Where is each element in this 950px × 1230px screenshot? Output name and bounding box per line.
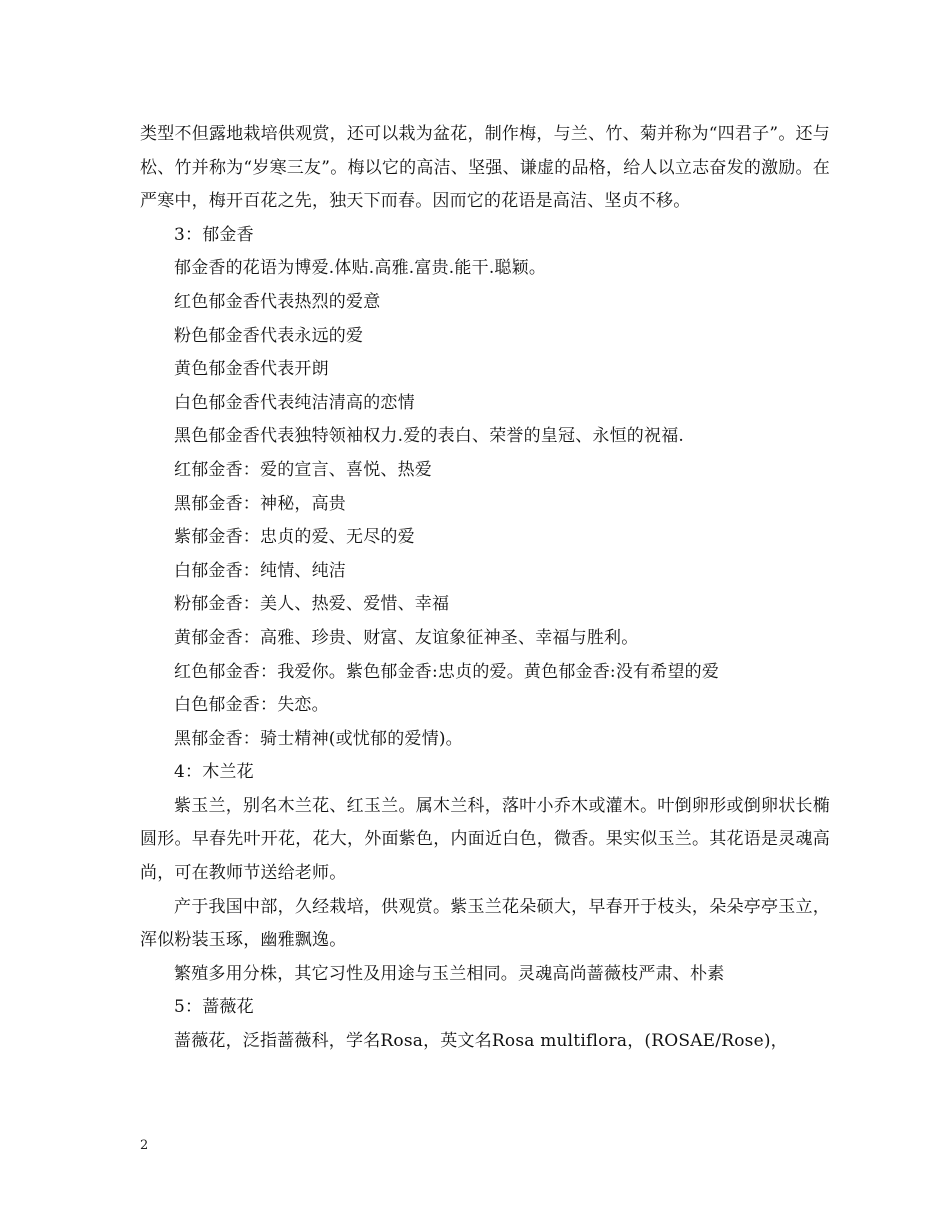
section-heading: 4：木兰花 [174, 762, 254, 783]
section-heading: 3：郁金香 [174, 224, 254, 245]
section-heading: 5：蔷薇花 [174, 997, 254, 1018]
page-number: 2 [140, 1138, 149, 1153]
paragraph: 类型不但露地栽培供观赏，还可以栽为盆花，制作梅，与兰、竹、菊并称为“四君子”。还与松、竹并称为“岁寒三友”。梅以它的高洁、坚强、谦虚的品格，给人以立志奋发的激励。在严寒中，梅开百花之先，独天下而春。因而它的花语是高洁、坚贞不移。 [140, 124, 830, 212]
paragraph: 繁殖多用分株，其它习性及用途与玉兰相同。灵魂高尚蔷薇枝严肃、朴素 [174, 963, 725, 984]
paragraph: 白色郁金香：失恋。 [174, 695, 329, 716]
paragraph: 红郁金香：爱的宣言、喜悦、热爱 [174, 459, 432, 480]
paragraph: 粉郁金香：美人、热爱、爱惜、幸福 [174, 594, 450, 615]
paragraph: 紫郁金香：忠贞的爱、无尽的爱 [174, 527, 415, 548]
paragraph: 产于我国中部，久经栽培，供观赏。紫玉兰花朵硕大，早春开于枝头，朵朵亭亭玉立，浑似粉装玉琢，幽雅飘逸。 [140, 896, 830, 951]
paragraph: 白郁金香：纯情、纯洁 [174, 560, 346, 581]
paragraph: 黑郁金香：骑士精神(或忧郁的爱情)。 [174, 728, 463, 749]
document-body [140, 118, 830, 1059]
paragraph: 黄郁金香：高雅、珍贵、财富、友谊象征神圣、幸福与胜利。 [174, 627, 639, 648]
paragraph: 白色郁金香代表纯洁清高的恋情 [174, 392, 415, 413]
paragraph: 粉色郁金香代表永远的爱 [174, 325, 364, 346]
paragraph: 黑色郁金香代表独特领袖权力.爱的表白、荣誉的皇冠、永恒的祝福. [174, 426, 685, 447]
paragraph: 黄色郁金香代表开朗 [174, 359, 329, 380]
paragraph: 黑郁金香：神秘，高贵 [174, 493, 346, 514]
paragraph: 红色郁金香代表热烈的爱意 [174, 291, 381, 312]
paragraph: 紫玉兰，别名木兰花、红玉兰。属木兰科，落叶小乔木或灌木。叶倒卵形或倒卵状长椭圆形。早春先叶开花，花大，外面紫色，内面近白色，微香。果实似玉兰。其花语是灵魂高尚，可在教师节送给老师。 [140, 795, 830, 884]
paragraph: 蔷薇花，泛指蔷薇科，学名Rosa，英文名Rosa multiflora，(ROSAE/Rose)， [174, 1031, 788, 1052]
paragraph: 红色郁金香：我爱你。紫色郁金香:忠贞的爱。黄色郁金香:没有希望的爱 [174, 661, 720, 682]
paragraph: 郁金香的花语为博爱.体贴.高雅.富贵.能干.聪颖。 [174, 258, 547, 279]
